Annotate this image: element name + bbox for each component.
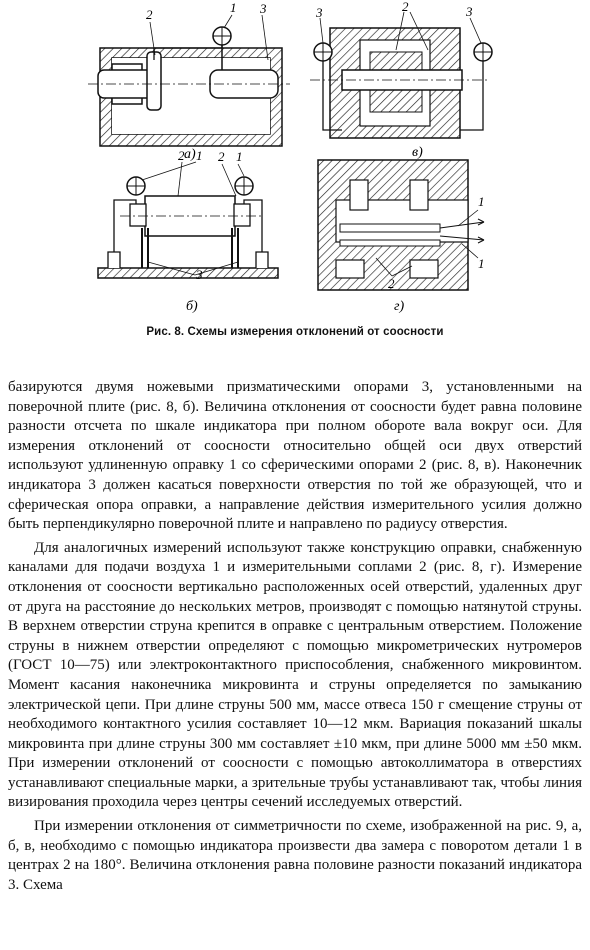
paragraph-1: базируются двумя ножевыми призматическими опорами 3, установленными на поверочной плите (рис. 8, б). Величина отклонения от соосности будет равна половине разности отсчета по шкале индикатора при полном обороте вала вокруг оси. Для измерения отклонений от соосности относительно общей оси двух отверстий используют удлиненную оправку 1 со сферическими опорами 2 (рис. 8, в). Наконечник индикатора 3 должен касаться поверхности отверстия по той же образующей, что и сферическая опора оправки, а направление действия измерительного усилия должно быть перпендикулярно поверочной плите и направлено по радиусу отверстия. <box>8 379 582 533</box>
callout-g-1-bottom: 1 <box>478 256 485 271</box>
paragraph-2: Для аналогичных измерений используют также конструкцию оправки, снабженную каналами для подачи воздуха 1 и измерительными соплами 2 (рис. 8, г). Измерение отклонения от соосности вертикально расположенных осей отверстий, удаленных друг от друга на расстояние до нескольких метров, производят с помощью натянутой струны. В верхнем отверстии струна крепится в оправке с центральным отверстием. Положение струны в нижнем отверстии определяют с помощью микрометрических нутромеров (ГОСТ 10—75) или электроконтактного приспособления, снабженного микровинтом. Момент касания наконечника микровинта и струны определяется по замыканию электрической цепи. При длине струны 500 мм, массе отвеса 150 г смещение струны от необходимого контактного усилия составляет 10—12 мкм. Вариация показаний шкалы микровинта при длине струны 300 мм составляет ±10 мкм, при длине 5000 мм ±50 мкм. При измерении отклонений от соосности с помощью автоколлиматора в отверстиях устанавливают специальные марки, а зрительные трубы устанавливают так, чтобы линия визирования проходила через центры сечений исследуемых отверстий. <box>8 539 582 811</box>
callout-b-2-right: 2 <box>218 149 225 164</box>
callout-b-2-left: 2 <box>178 148 185 163</box>
figure-caption: Рис. 8. Схемы измерения отклонений от соосности <box>146 326 444 338</box>
body-text <box>8 378 582 899</box>
panel-b-drawing <box>98 162 278 278</box>
callout-v-3-left: 3 <box>316 5 323 20</box>
paragraph-3: При измерении отклонения от симметричности по схеме, изображенной на рис. 9, а, б, в, необходимо с помощью индикатора произвести два замера с поворотом детали 1 в центрах 2 на 180°. Величина отклонения равна половине разности показаний индикатора 3. Схема <box>8 818 582 893</box>
callout-a-2: 2 <box>146 7 153 22</box>
callout-v-2: 2 <box>402 0 409 14</box>
sub-label-a: а) <box>184 147 196 162</box>
panel-v-drawing <box>310 12 492 138</box>
figure-8-schematics <box>0 0 590 350</box>
callout-a-1: 1 <box>230 0 237 15</box>
callout-b-1-left: 1 <box>196 148 203 163</box>
panel-g-drawing <box>318 160 484 290</box>
callout-a-3: 3 <box>260 1 267 16</box>
callout-v-3-right: 3 <box>466 4 473 19</box>
sub-label-g: г) <box>394 299 405 314</box>
callout-b-1-right: 1 <box>236 149 243 164</box>
callout-g-1-top: 1 <box>478 194 485 209</box>
callout-b-3: 3 <box>196 267 203 282</box>
panel-a-drawing <box>88 15 290 146</box>
sub-label-v: в) <box>412 145 423 160</box>
callout-g-2: 2 <box>388 276 395 291</box>
sub-label-b: б) <box>186 299 198 314</box>
